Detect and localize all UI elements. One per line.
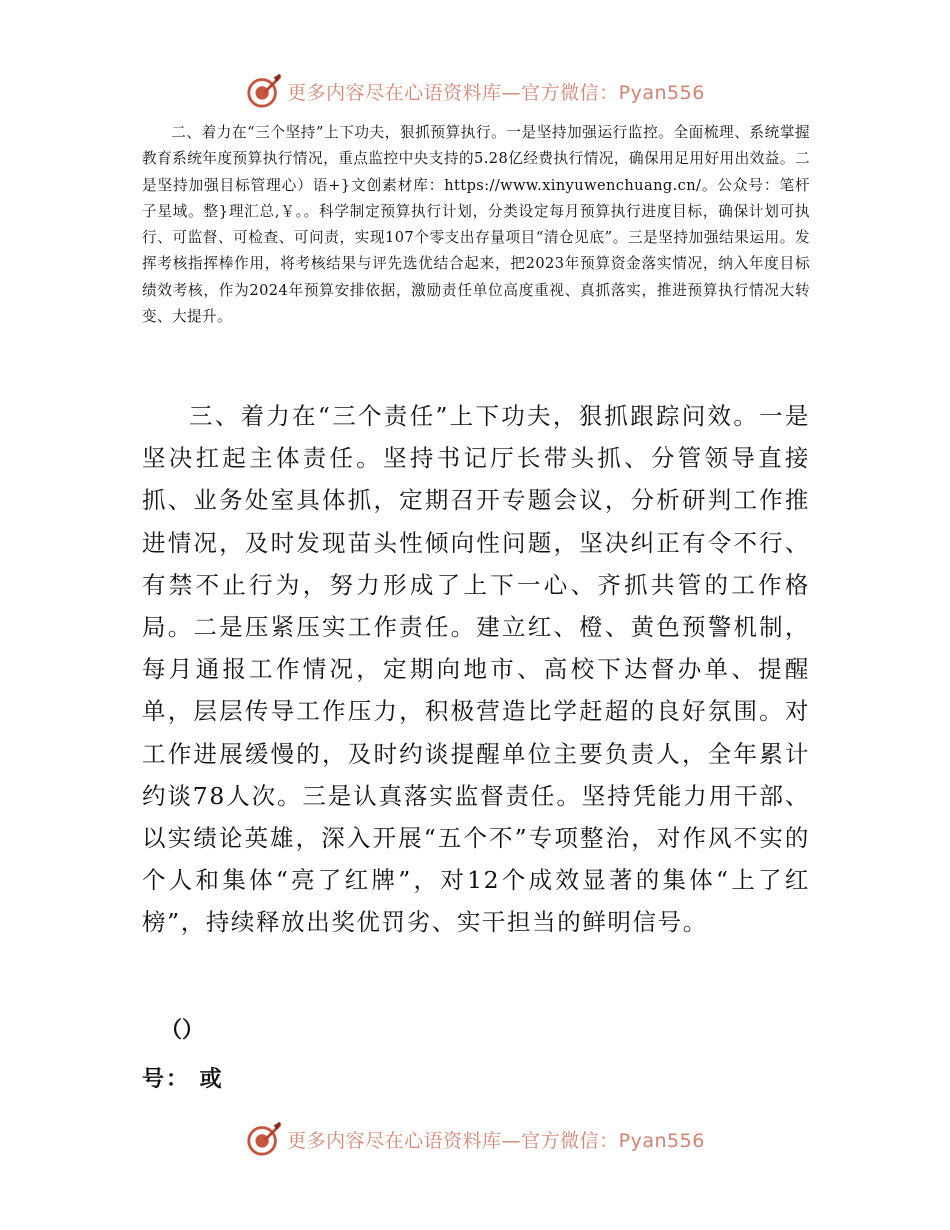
paragraph-section-3: 三、着力在“三个责任”上下功夫，狠抓跟踪问效。一是坚决扛起主体责任。坚持书记厅长带头抓、分管领导直接抓、业务处室具体抓，定期召开专题会议，分析研判工作推进情况，及时发现苗头性倾向性问题，坚决纠正有令不行、有禁不止行为，努力形成了上下一心、齐抓共管的工作格局。二是压紧压实工作责任。建立红、橙、黄色预警机制，每月通报工作情况，定期向地市、高校下达督办单、提醒单，层层传导工作压力，积极营造比学赶超的良好氛围。对工作进展缓慢的，及时约谈提醒单位主要负责人，全年累计约谈78人次。三是认真落实监督责任。坚持凭能力用干部、以实绩论英雄，深入开展“五个不”专项整治，对作风不实的个人和集体“亮了红牌”，对12个成效显著的集体“上了红榜”，持续释放出奖优罚劣、实干担当的鲜明信号。 bbox=[142, 402, 810, 937]
fragment-label: 号： 或 bbox=[142, 1066, 224, 1092]
watermark-banner-bottom bbox=[0, 1119, 950, 1159]
watermark-banner-top bbox=[0, 71, 950, 111]
watermark-text: 更多内容尽在心语资料库—官方微信：Pyan556 bbox=[287, 81, 705, 104]
pen-seal-logo-icon bbox=[245, 1120, 283, 1158]
fragment-parentheses: （） bbox=[160, 1017, 205, 1043]
paragraph-section-2: 二、着力在“三个坚持”上下功夫，狠抓预算执行。一是坚持加强运行监控。全面梳理、系统掌握教育系统年度预算执行情况，重点监控中央支持的5.28亿经费执行情况，确保用足用好用出效益。二是坚持加强目标管理心）语+}文创素材库：https://www.xinyuwenchuang.cn/。公众号：笔杆子星域。整}理汇总,￥。。科学制定预算执行计划，分类设定每月预算执行进度目标，确保计划可执行、可监督、可检查、可问责，实现107个零支出存量项目“清仓见底”。三是坚持加强结果运用。发挥考核指挥棒作用，将考核结果与评先选优结合起来，把2023年预算资金落实情况，纳入年度目标绩效考核，作为2024年预算安排依据，激励责任单位高度重视、真抓落实，推进预算执行情况大转变、大提升。 bbox=[142, 124, 810, 326]
watermark-text: 更多内容尽在心语资料库—官方微信：Pyan556 bbox=[287, 1129, 705, 1152]
pen-seal-logo-icon bbox=[245, 72, 283, 110]
